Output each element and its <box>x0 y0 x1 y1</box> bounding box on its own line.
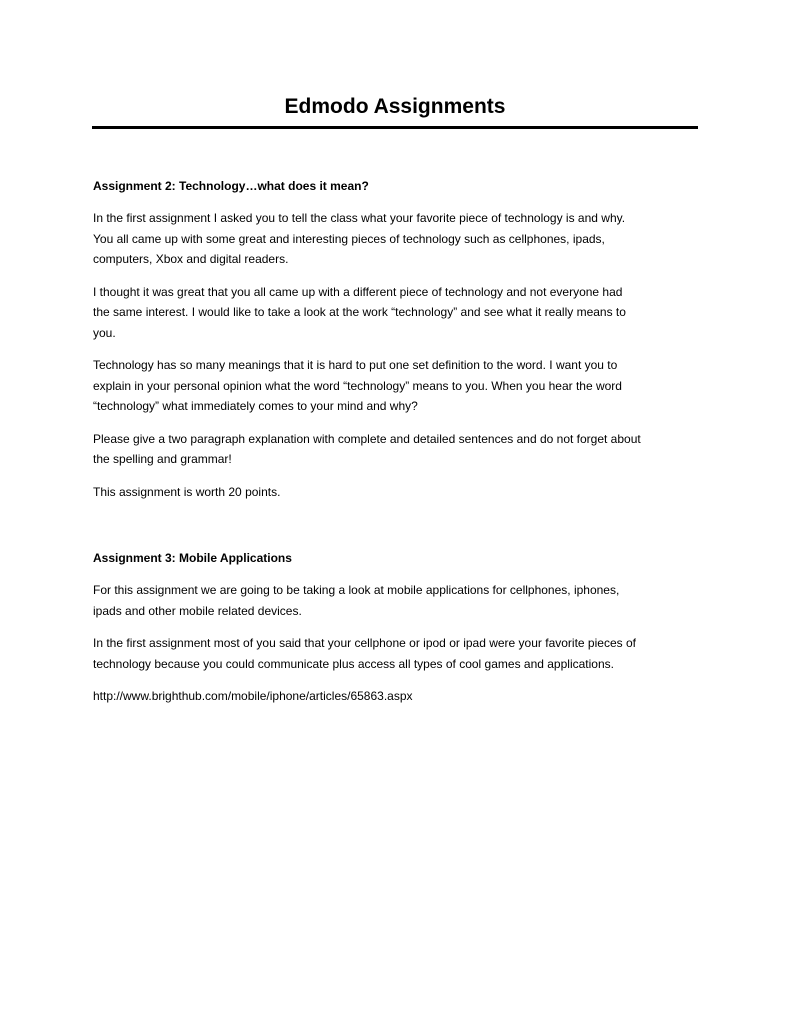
assignment-2-paragraph-1 <box>93 208 699 270</box>
page-title: Edmodo Assignments <box>284 95 506 118</box>
text-line: Technology has so many meanings that it is hard to put one set definition to the word. I want you to <box>93 358 618 372</box>
text-line: You all came up with some great and interesting pieces of technology such as cellphones, ipads, <box>93 231 605 246</box>
text-line: “technology” what immediately comes to your mind and why? <box>93 399 418 413</box>
title-underline <box>92 126 698 129</box>
text-line: ipads and other mobile related devices. <box>93 603 302 618</box>
text-line: In the first assignment I asked you to tell the class what your favorite piece of technology is and why. <box>93 211 626 225</box>
assignment-3-paragraph-2 <box>93 633 699 674</box>
assignment-2-paragraph-3 <box>93 355 699 417</box>
text-line: This assignment is worth 20 points. <box>93 484 281 499</box>
assignment-2-paragraph-2 <box>93 282 699 344</box>
text-line: explain in your personal opinion what the word “technology” means to you. When you hear the word <box>93 378 622 393</box>
assignment-2-heading: Assignment 2: Technology…what does it mean? <box>93 179 369 193</box>
document-body <box>93 176 699 706</box>
text-line: Please give a two paragraph explanation with complete and detailed sentences and do not forget about <box>93 431 641 446</box>
text-line: In the first assignment most of you said that your cellphone or ipod or ipad were your favorite pieces of <box>93 636 636 650</box>
assignment-3-heading: Assignment 3: Mobile Applications <box>93 551 292 565</box>
section-spacer <box>93 514 699 548</box>
text-line: you. <box>93 325 116 340</box>
article-link[interactable]: http://www.brighthub.com/mobile/iphone/articles/65863.aspx <box>93 689 413 703</box>
assignment-3-section <box>93 548 699 706</box>
text-line: I thought it was great that you all came up with a different piece of technology and not everyone had <box>93 284 623 299</box>
text-line: the spelling and grammar! <box>93 452 232 466</box>
text-line: For this assignment we are going to be taking a look at mobile applications for cellphones, iphones, <box>93 583 620 597</box>
text-line: technology because you could communicate plus access all types of cool games and applications. <box>93 656 614 671</box>
assignment-2-section <box>93 176 699 502</box>
text-line: the same interest. I would like to take a look at the work “technology” and see what it really means to <box>93 305 626 319</box>
assignment-3-paragraph-1 <box>93 580 699 621</box>
assignment-2-paragraph-4 <box>93 429 699 470</box>
text-line: computers, Xbox and digital readers. <box>93 252 289 266</box>
assignment-2-points <box>93 482 699 503</box>
